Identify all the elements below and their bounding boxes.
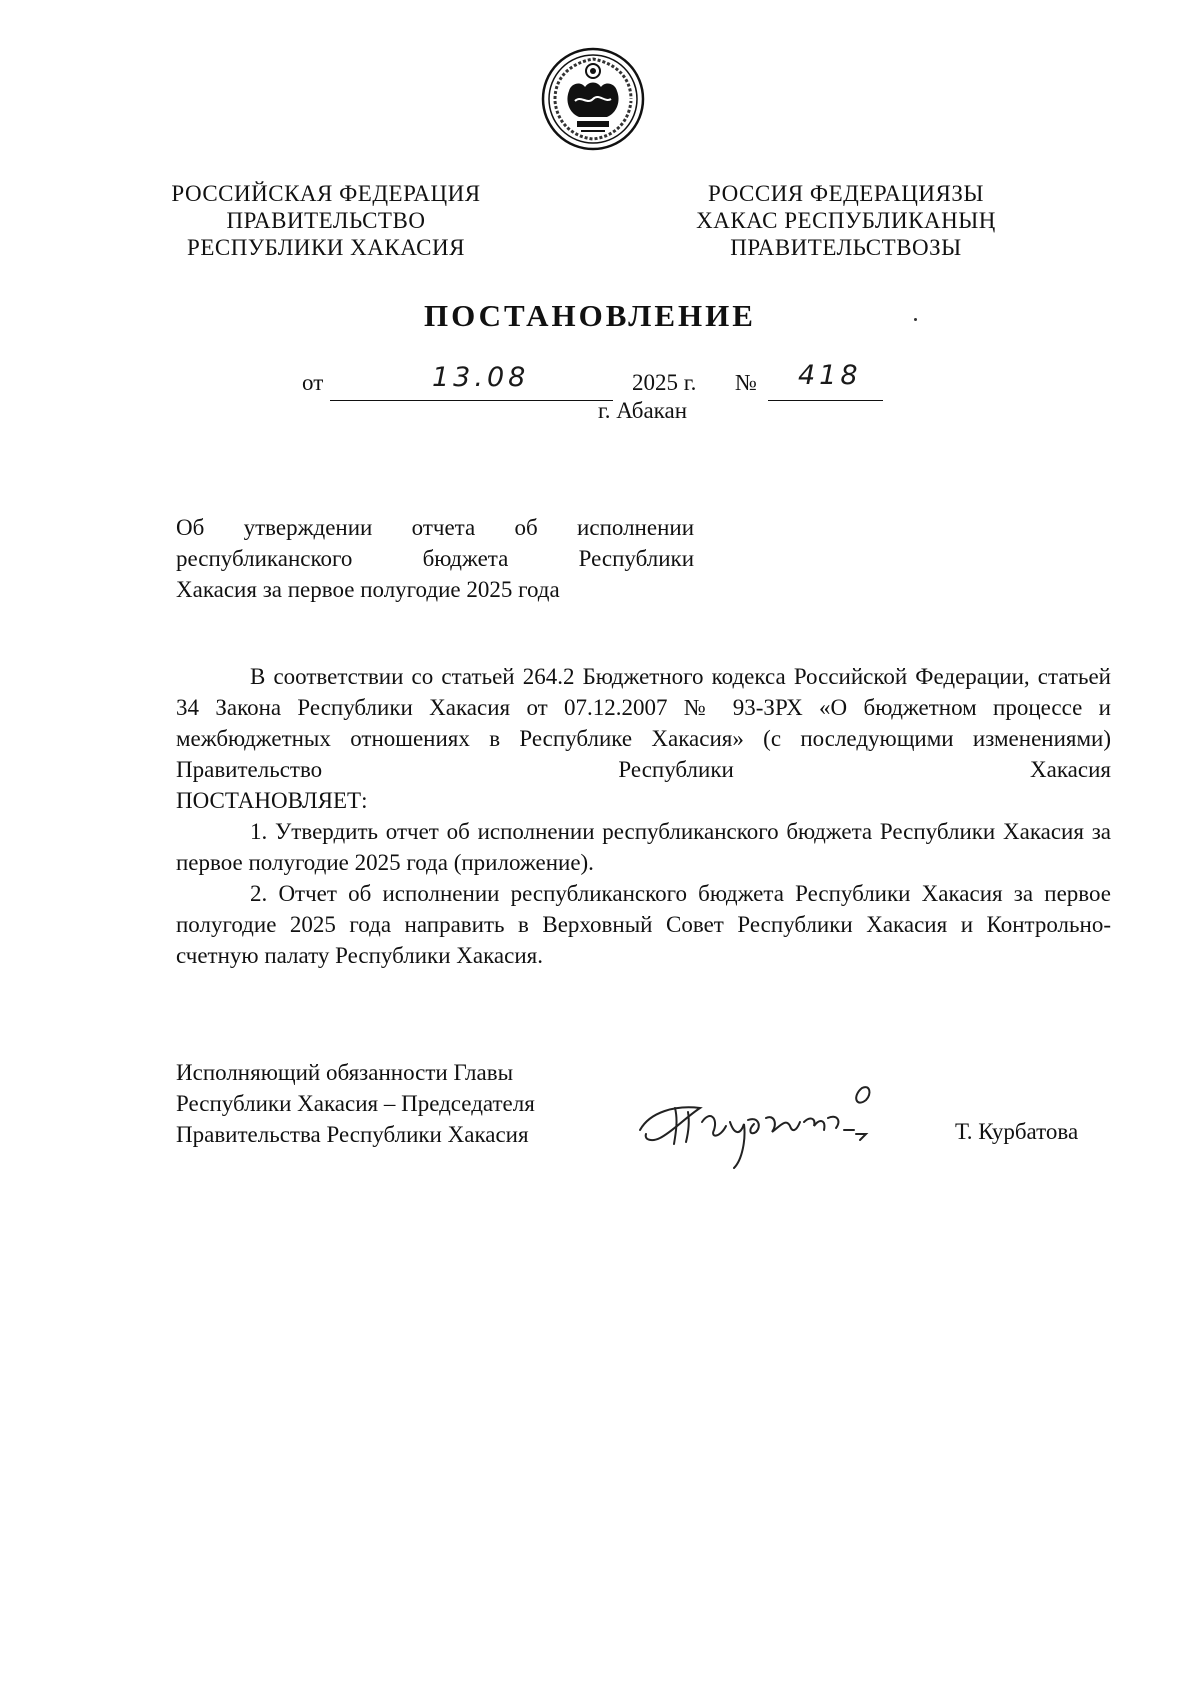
preamble-paragraph: В соответствии со статьей 264.2 Бюджетного кодекса Российской Федерации, статьей 34 Закона Республики Хакасия от 07.12.2007 № 93-ЗРХ «О бюджетном процессе и межбюджетных отношениях в Республике Хакасия» (с последующими изменениями) Правительство Республики Хакасия [176,664,1111,782]
header-left-line: РЕСПУБЛИКИ ХАКАСИЯ [187,235,465,260]
handwritten-signature [630,1060,900,1175]
header-left-block [146,180,506,261]
stray-mark [914,318,917,321]
decree-word: ПОСТАНОВЛЯЕТ: [176,788,368,813]
header-right-line: ПРАВИТЕЛЬСТВОЗЫ [730,235,962,260]
coat-of-arms-emblem [541,47,645,151]
subject-line: Об утверждении отчета об исполнении [176,515,694,540]
subject-line: республиканского бюджета Республики [176,546,694,571]
date-prefix: от [302,370,324,395]
subject-block [176,512,694,605]
body-block [176,661,1111,971]
item-1-paragraph: 1. Утвердить отчет об исполнении республиканского бюджета Республики Хакасия за первое полугодие 2025 года (приложение). [176,819,1111,875]
subject-line: Хакасия за первое полугодие 2025 года [176,577,560,602]
signatory-name: Т. Курбатова [955,1119,1079,1144]
signatory-position [176,1057,606,1150]
position-line: Исполняющий обязанности Главы [176,1060,514,1085]
handwritten-number: 418 [798,360,862,391]
number-sign: № [735,370,757,395]
handwritten-date: 13.08 [432,362,530,393]
header-right-line: ХАКАС РЕСПУБЛИКАНЫҢ [696,208,996,233]
position-line: Республики Хакасия – Председателя [176,1091,535,1116]
header-right-line: РОССИЯ ФЕДЕРАЦИЯЗЫ [708,181,984,206]
header-left-line: ПРАВИТЕЛЬСТВО [226,208,426,233]
date-year: 2025 г. [632,370,697,395]
city-line: г. Абакан [597,398,688,423]
item-2-paragraph: 2. Отчет об исполнении республиканского бюджета Республики Хакасия за первое полугодие 2025 года направить в Верховный Совет Республики Хакасия и Контрольно-счетную палату Республики Хакасия. [176,881,1111,968]
header-left-line: РОССИЙСКАЯ ФЕДЕРАЦИЯ [171,181,481,206]
document-type-title: ПОСТАНОВЛЕНИЕ [424,298,756,333]
position-line: Правительства Республики Хакасия [176,1122,529,1147]
header-right-block [666,180,1026,261]
